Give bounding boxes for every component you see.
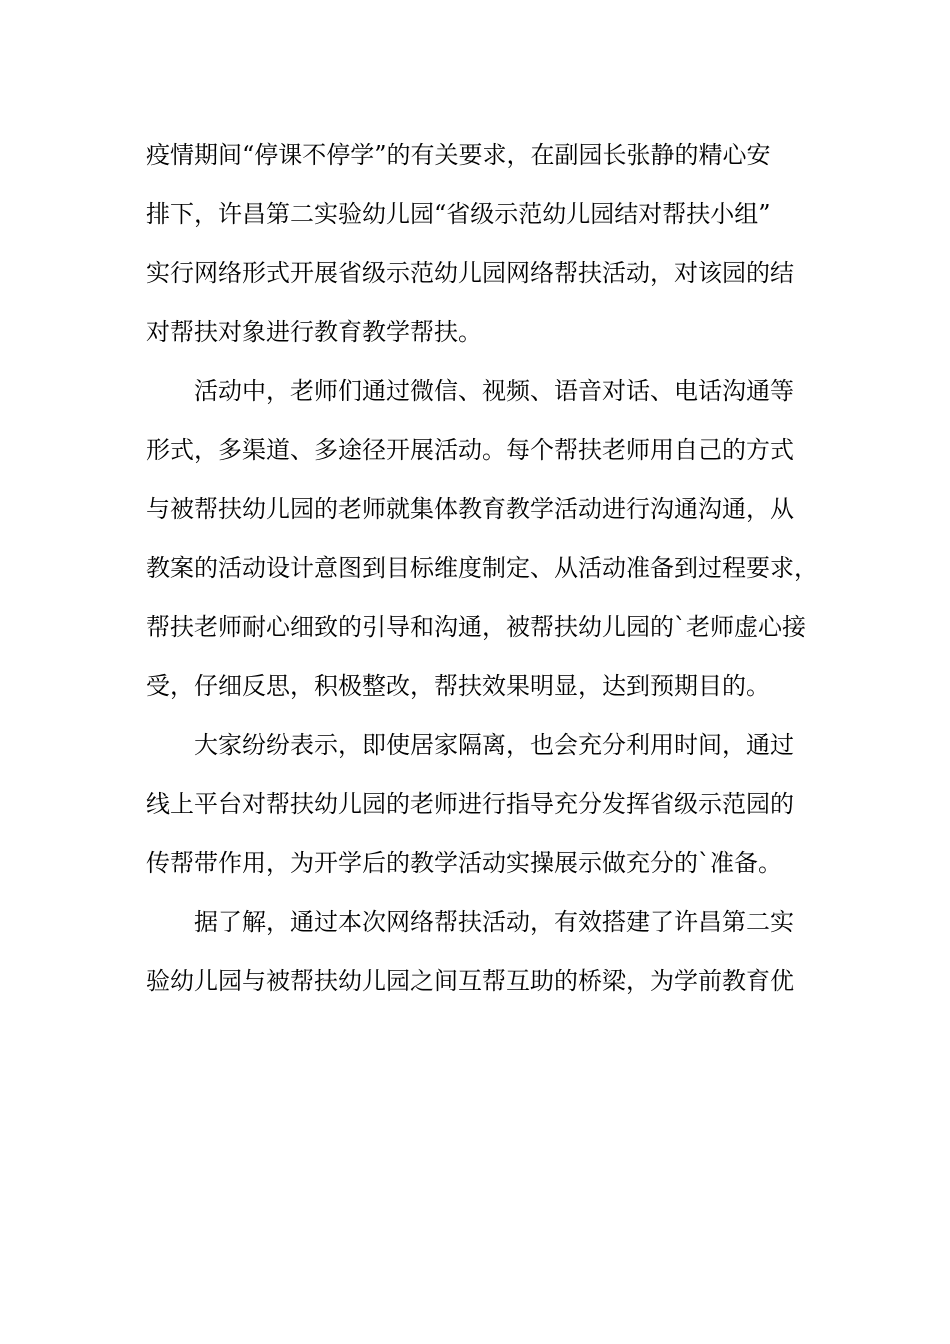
text-line: 疫情期间“停课不停学”的有关要求，在副园长张静的精心安 (146, 141, 771, 169)
text-line: 形式，多渠道、多途径开展活动。每个帮扶老师用自己的方式 (146, 436, 794, 464)
text-line: 排下，许昌第二实验幼儿园“省级示范幼儿园结对帮扶小组” (146, 200, 771, 228)
text-line: 对帮扶对象进行教育教学帮扶。 (146, 318, 482, 346)
text-line: 线上平台对帮扶幼儿园的老师进行指导充分发挥省级示范园的 (146, 790, 794, 818)
text-line: 教案的活动设计意图到目标维度制定、从活动准备到过程要求， (146, 554, 818, 582)
paragraph-first-line: 活动中，老师们通过微信、视频、语音对话、电话沟通等 (194, 377, 794, 405)
text-line: 帮扶老师耐心细致的引导和沟通，被帮扶幼儿园的`老师虚心接 (146, 613, 806, 641)
text-line: 实行网络形式开展省级示范幼儿园网络帮扶活动，对该园的结 (146, 259, 794, 287)
text-line: 与被帮扶幼儿园的老师就集体教育教学活动进行沟通沟通，从 (146, 495, 794, 523)
text-line: 验幼儿园与被帮扶幼儿园之间互帮互助的桥梁，为学前教育优 (146, 967, 794, 995)
paragraph-first-line: 大家纷纷表示，即使居家隔离，也会充分利用时间，通过 (194, 731, 794, 759)
paragraph-first-line: 据了解，通过本次网络帮扶活动，有效搭建了许昌第二实 (194, 908, 794, 936)
document-body (146, 126, 826, 1011)
text-line: 受，仔细反思，积极整改，帮扶效果明显，达到预期目的。 (146, 672, 770, 700)
text-line: 传帮带作用，为开学后的教学活动实操展示做充分的`准备。 (146, 849, 782, 877)
